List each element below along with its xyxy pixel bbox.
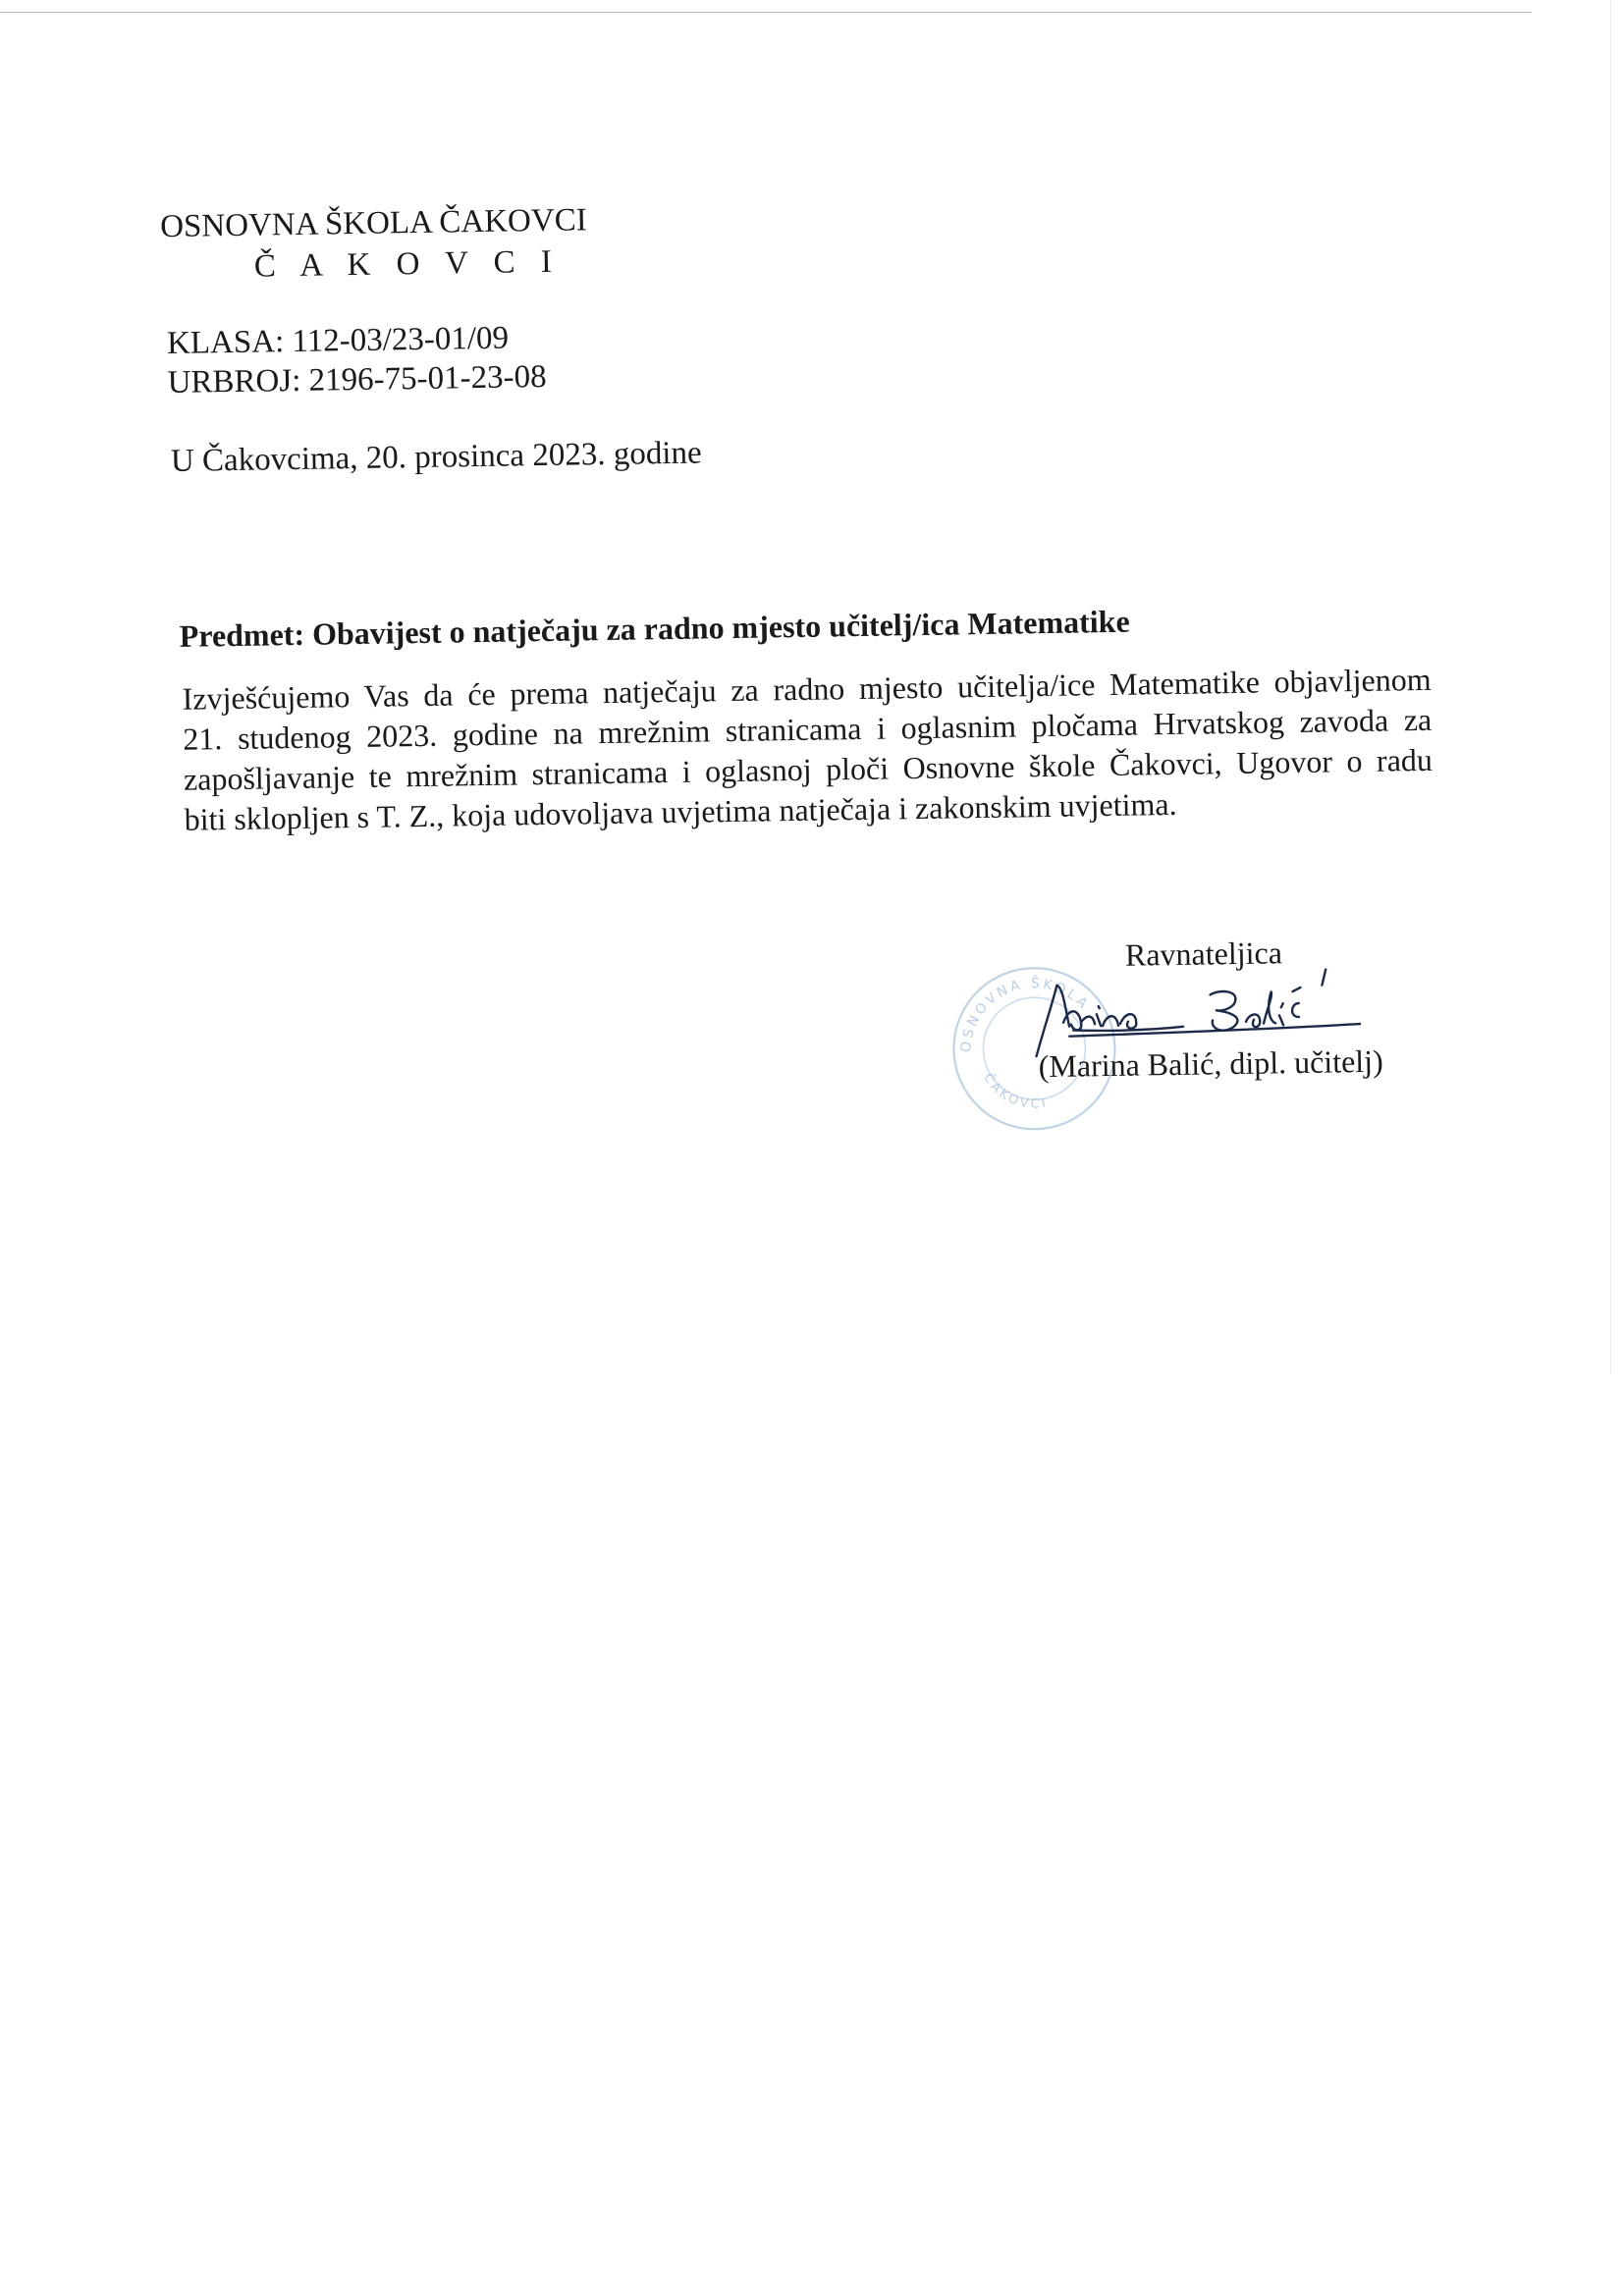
place-and-date: U Čakovcima, 20. prosinca 2023. godine (170, 435, 702, 479)
subject-line: Predmet: Obavijest o natječaju za radno mjesto učitelj/ica Matematike (179, 603, 1130, 654)
body-line: 21. studenog 2023. godine na mrežnim stranicama i oglasnim pločama Hrvatskog zavoda za (183, 701, 1433, 757)
svg-text:ČAKOVCI: ČAKOVCI (980, 1071, 1051, 1112)
svg-text:OSNOVNA ŠKOLA: OSNOVNA ŠKOLA (958, 976, 1093, 1053)
body-line: biti sklopljen s T. Z., koja udovoljava uvjetima natječaja i zakonskim uvjetima. (184, 785, 1177, 837)
body-line: zapošljavanje te mrežnim stranicama i oglasnoj ploči Osnovne škole Čakovci, Ugovor o radu (183, 741, 1434, 797)
signature-block (945, 934, 1420, 1176)
letter-body (182, 660, 1433, 840)
school-name: OSNOVNA ŠKOLA ČAKOVCI (159, 202, 587, 245)
school-city: Č A K O V C I (253, 243, 562, 285)
klasa-reference: KLASA: 112-03/23-01/09 (166, 320, 510, 362)
signatory-title: Ravnateljica (1124, 934, 1283, 973)
signatory-name: (Marina Balić, dipl. učitelj) (1038, 1042, 1383, 1085)
body-line: Izvješćujemo Vas da će prema natječaju za radno mjesto učitelja/ice Matematike objavljenom (182, 661, 1432, 717)
urbroj-reference: URBROJ: 2196-75-01-23-08 (167, 358, 547, 401)
